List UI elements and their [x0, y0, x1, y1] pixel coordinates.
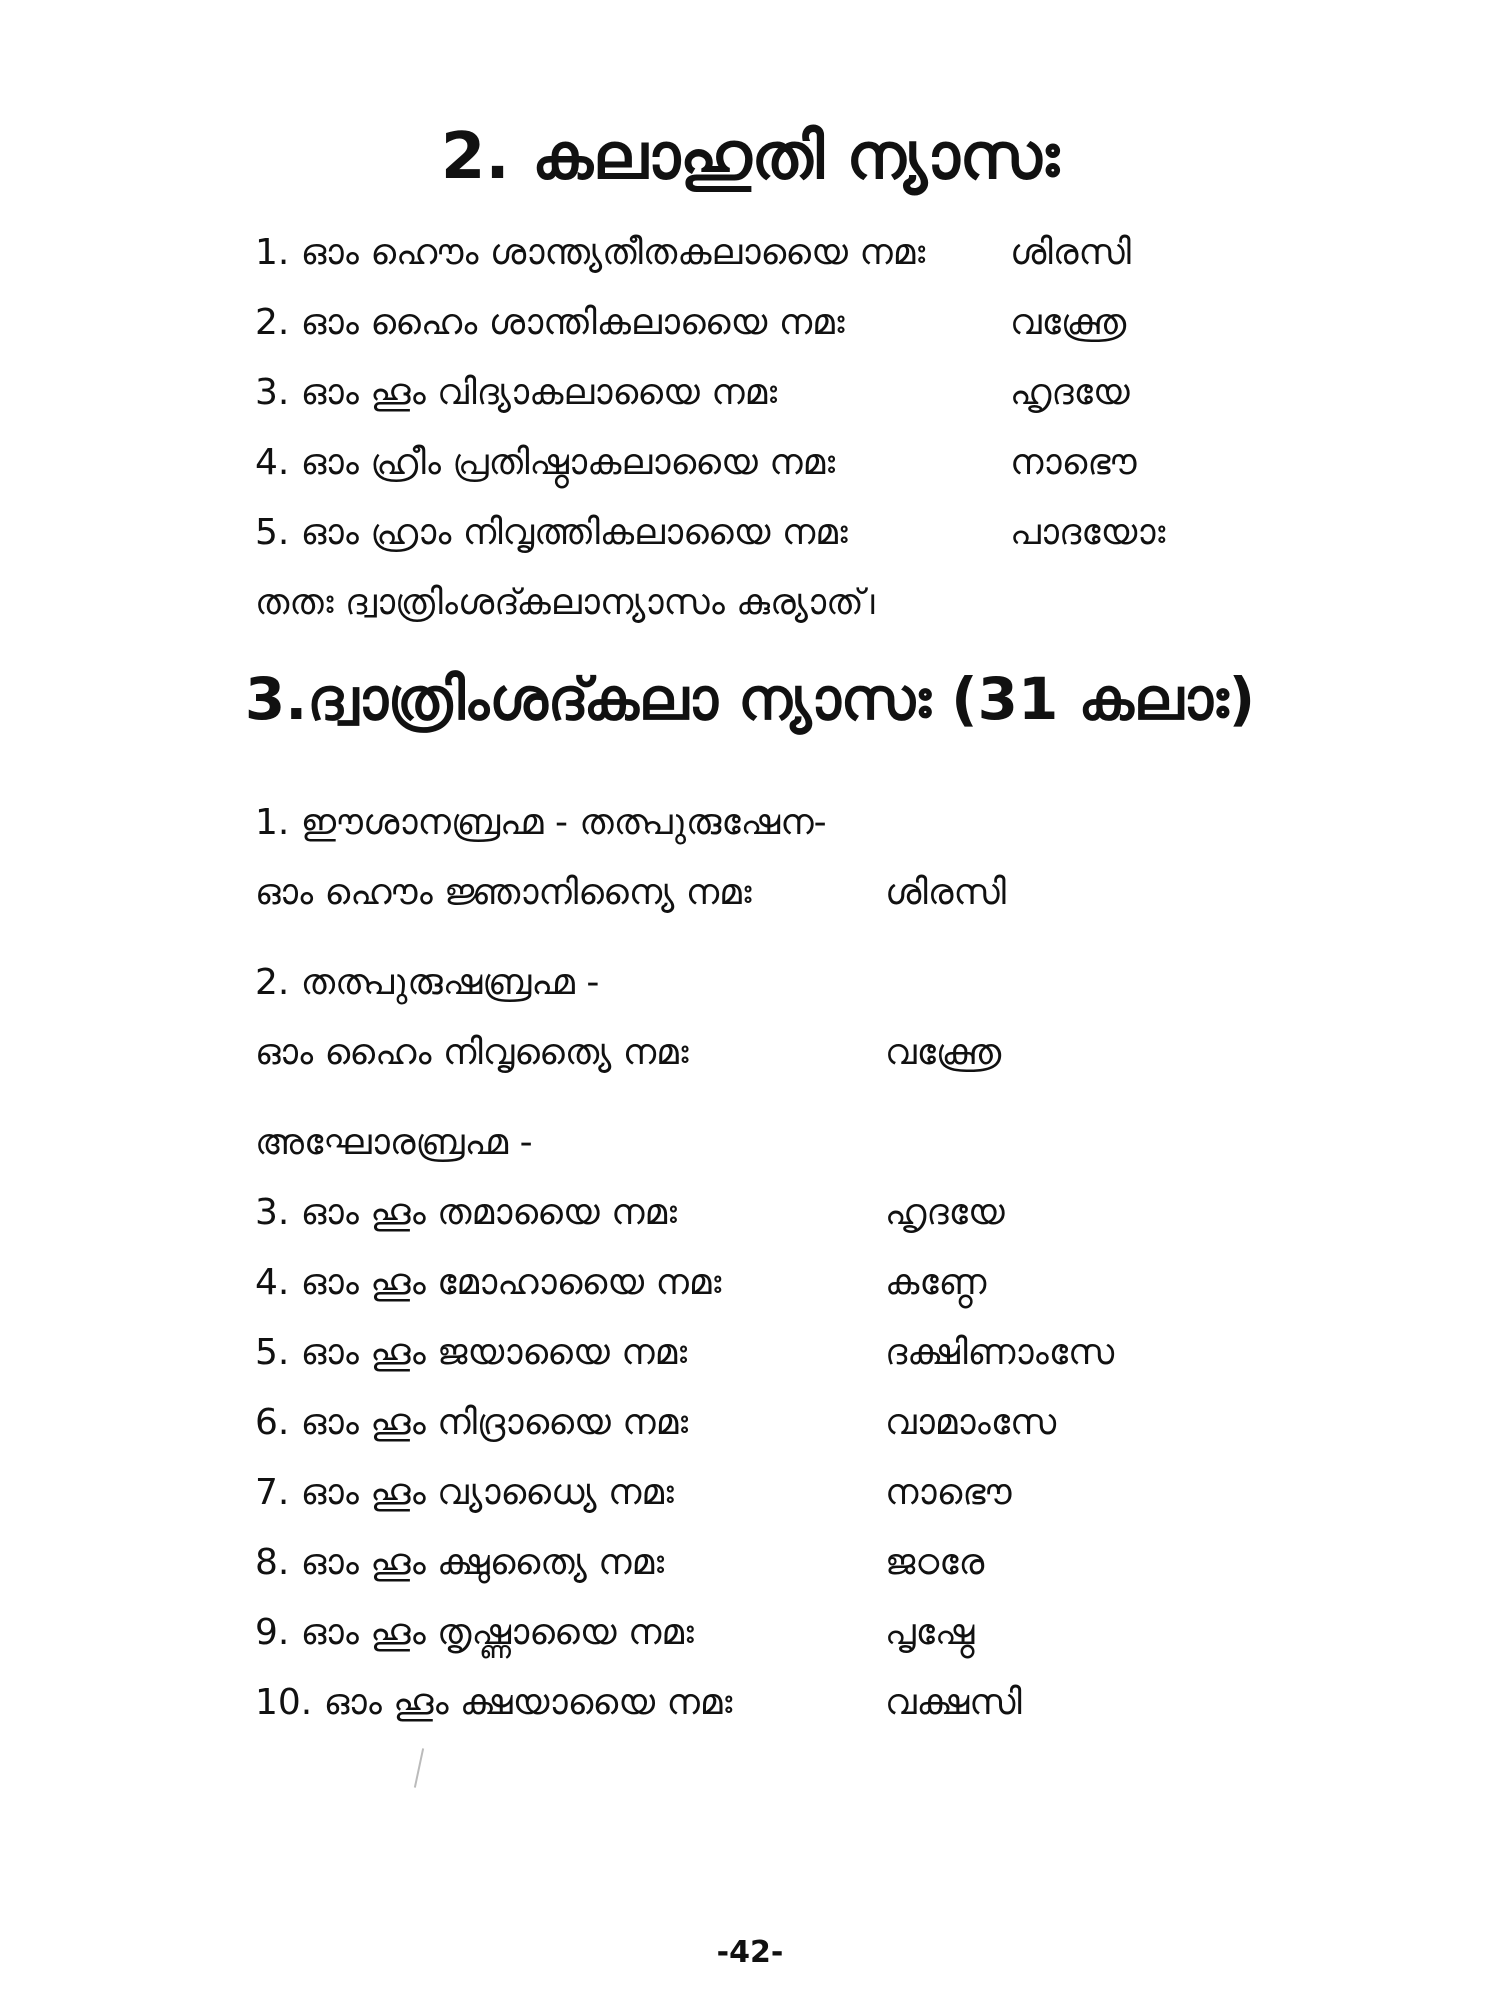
mantra-text: 5. ഓം ഹ്രാം നിവൃത്തികലായൈ നമഃ [255, 512, 848, 553]
list-item [255, 372, 1130, 413]
list-item [255, 1332, 1115, 1373]
body-place: ശിരസി [885, 872, 1006, 913]
list-item [255, 1262, 987, 1303]
mantra-text: 10. ഓം ഹൂം ക്ഷയായൈ നമഃ [255, 1682, 733, 1723]
body-place: നാഭൌ [1010, 442, 1137, 483]
group-header: 1. ഈശാനബ്രഹ്മ - തത്പുരുഷേന- [255, 802, 827, 843]
list-item [255, 1682, 1022, 1723]
mantra-text: 4. ഓം ഹ്രീം പ്രതിഷ്ഠാകലായൈ നമഃ [255, 442, 836, 483]
body-place: പൃഷ്ഠേ [885, 1612, 975, 1653]
body-place: വക്ത്രേ [885, 1032, 1002, 1073]
body-place: ദക്ഷിണാംസേ [885, 1332, 1115, 1373]
list-item [255, 1032, 1002, 1073]
mantra-text: 6. ഓം ഹൂം നിദ്രായൈ നമഃ [255, 1402, 689, 1443]
group-header: 2. തത്പുരുഷബ്രഹ്മ - [255, 962, 600, 1003]
mantra-text: 5. ഓം ഹൂം ജയായൈ നമഃ [255, 1332, 688, 1373]
list-item [255, 1472, 1012, 1513]
list-item [255, 302, 1127, 343]
mantra-text: 3. ഓം ഹൂം തമായൈ നമഃ [255, 1192, 677, 1233]
mantra-text: 1. ഓം ഹൌം ശാന്ത്യതീതകലായൈ നമഃ [255, 232, 926, 273]
list-item [255, 232, 1131, 273]
mantra-text: 7. ഓം ഹൂം വ്യാധ്യൈ നമഃ [255, 1472, 674, 1513]
mantra-text: 2. ഓം ഹൈം ശാന്തികലായൈ നമഃ [255, 302, 845, 343]
body-place: പാദയോഃ [1010, 512, 1166, 553]
mantra-text: ഓം ഹൈം നിവൃത്യൈ നമഃ [255, 1032, 689, 1073]
section2-footer: തതഃ ദ്വാത്രിംശദ്കലാന്യാസം കുര്യാത്‌। [255, 582, 882, 623]
body-place: വക്ത്രേ [1010, 302, 1127, 343]
list-item [255, 872, 1006, 913]
list-item [255, 1542, 985, 1583]
mantra-text: 9. ഓം ഹൂം തൃഷ്ണായൈ നമഃ [255, 1612, 694, 1653]
body-place: ശിരസി [1010, 232, 1131, 273]
body-place: വാമാംസേ [885, 1402, 1057, 1443]
list-item [255, 442, 1137, 483]
list-item [255, 1192, 1005, 1233]
section2-title: 2. കലാഹുതി ന്യാസഃ [440, 120, 1060, 194]
scan-mark [414, 1748, 424, 1788]
body-place: ഹൃദയേ [885, 1192, 1005, 1233]
list-item [255, 1402, 1057, 1443]
page-number: -42- [716, 1935, 784, 1970]
mantra-text: ഓം ഹൌം ജ്ഞാനിന്യൈ നമഃ [255, 872, 752, 913]
mantra-text: 3. ഓം ഹൂം വിദ്യാകലായൈ നമഃ [255, 372, 778, 413]
mantra-text: 4. ഓം ഹൂം മോഹായൈ നമഃ [255, 1262, 722, 1303]
group-header: അഘോരബ്രഹ്മ - [255, 1122, 533, 1163]
body-place: വക്ഷസി [885, 1682, 1022, 1723]
list-item [255, 1612, 975, 1653]
body-place: ജഠരേ [885, 1542, 985, 1583]
mantra-text: 8. ഓം ഹൂം ക്ഷുത്യൈ നമഃ [255, 1542, 665, 1583]
body-place: നാഭൌ [885, 1472, 1012, 1513]
body-place: ഹൃദയേ [1010, 372, 1130, 413]
list-item [255, 512, 1166, 553]
section3-title: 3.ദ്വാത്രിംശദ്കലാ ന്യാസഃ (31 കലാഃ) [244, 665, 1256, 733]
body-place: കണ്ഠേ [885, 1262, 987, 1303]
